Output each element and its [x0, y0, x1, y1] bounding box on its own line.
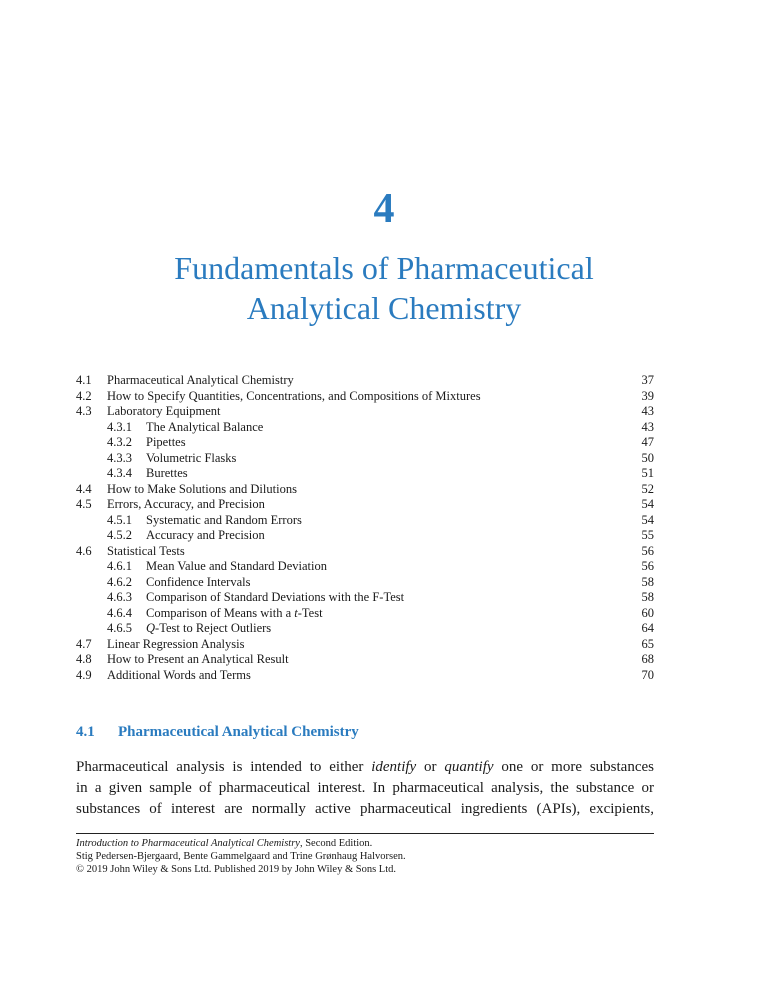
toc-number: 4.5.1 — [107, 512, 132, 527]
toc-title: Laboratory Equipment — [107, 404, 221, 418]
body-text: one or more substances — [493, 759, 654, 775]
toc-title: The Analytical Balance — [146, 419, 264, 434]
toc-number: 4.3.1 — [107, 419, 132, 434]
footer-book-line — [76, 837, 406, 850]
toc-number: 4.2 — [76, 388, 92, 403]
toc-item[interactable] — [76, 575, 654, 591]
toc-number: 4.5 — [76, 497, 92, 511]
section-number: 4.1 — [76, 724, 95, 740]
toc-item[interactable] — [76, 606, 654, 622]
toc-page: 47 — [641, 435, 654, 449]
toc-item[interactable] — [76, 544, 654, 560]
toc-number: 4.7 — [76, 636, 92, 651]
toc-item[interactable] — [76, 420, 654, 436]
toc-title: Errors, Accuracy, and Precision — [107, 497, 265, 511]
toc-title: Accuracy and Precision — [146, 528, 265, 542]
body-paragraph — [76, 757, 654, 820]
toc-number: 4.3.4 — [107, 466, 132, 480]
toc-item[interactable] — [76, 513, 654, 529]
toc-number: 4.3.2 — [107, 435, 132, 449]
toc-number: 4.8 — [76, 652, 92, 666]
toc-title-text: -Test to Reject Outliers — [155, 621, 272, 635]
section-title: Pharmaceutical Analytical Chemistry — [118, 724, 359, 740]
body-text: Pharmaceutical analysis is intended to either — [76, 759, 372, 775]
toc-page: 56 — [641, 543, 654, 558]
toc-page: 64 — [641, 621, 654, 635]
toc-item[interactable] — [76, 668, 654, 684]
toc-page: 50 — [641, 450, 654, 465]
chapter-title-line-2: Analytical Chemistry — [246, 290, 522, 326]
toc-title: Comparison of Standard Deviations with the F-Test — [146, 590, 405, 604]
toc-title: Systematic and Random Errors — [146, 512, 302, 527]
toc-title: Burettes — [146, 466, 188, 480]
toc-title: Additional Words and Terms — [107, 667, 251, 682]
body-line-2: in a given sample of pharmaceutical interest. In pharmaceutical analysis, the substance or — [76, 780, 654, 796]
toc-number: 4.5.2 — [107, 528, 132, 542]
toc-title — [146, 621, 271, 637]
chapter-number: 4 — [373, 186, 395, 232]
toc-title: Volumetric Flasks — [146, 450, 237, 465]
toc-item[interactable] — [76, 590, 654, 606]
toc-title: Pharmaceutical Analytical Chemistry — [107, 373, 294, 387]
toc-number: 4.6.3 — [107, 590, 132, 604]
toc-page: 52 — [641, 481, 654, 496]
toc-title: Linear Regression Analysis — [107, 636, 245, 651]
toc-item[interactable] — [76, 652, 654, 668]
toc-title — [146, 606, 323, 622]
toc-item[interactable] — [76, 435, 654, 451]
toc-page: 51 — [641, 466, 654, 480]
footer-copyright: © 2019 John Wiley & Sons Ltd. Published 2019 by John Wiley & Sons Ltd. — [76, 864, 397, 875]
body-emphasis: identify — [371, 759, 417, 775]
body-line-1 — [76, 757, 654, 778]
toc-number: 4.6.4 — [107, 605, 132, 620]
toc-item[interactable] — [76, 621, 654, 637]
toc-number: 4.3.3 — [107, 450, 132, 465]
toc-item[interactable] — [76, 497, 654, 513]
footer-book-title: Introduction to Pharmaceutical Analytical Chemistry — [76, 838, 300, 849]
toc-title: How to Make Solutions and Dilutions — [107, 481, 297, 496]
toc-page: 37 — [641, 373, 654, 387]
toc-title: Statistical Tests — [107, 543, 185, 558]
toc-item[interactable] — [76, 451, 654, 467]
toc-page: 43 — [641, 419, 654, 434]
toc-item[interactable] — [76, 637, 654, 653]
toc-title-text: -Test — [297, 605, 323, 620]
toc-number: 4.6.5 — [107, 621, 132, 635]
body-line-3: substances of interest are normally active pharmaceutical ingredients (APIs), excipients, — [76, 801, 654, 817]
toc-page: 60 — [641, 605, 654, 620]
toc-page: 54 — [641, 512, 654, 527]
toc-item[interactable] — [76, 482, 654, 498]
toc-item[interactable] — [76, 389, 654, 405]
toc-page: 58 — [641, 574, 654, 589]
toc-page: 56 — [641, 559, 654, 573]
toc-page: 39 — [641, 388, 654, 403]
toc-number: 4.6.2 — [107, 574, 132, 589]
toc-page: 58 — [641, 590, 654, 604]
toc-title-italic: t — [294, 605, 298, 620]
toc-title-italic: Q — [146, 621, 156, 635]
toc-title: How to Specify Quantities, Concentrations, and Compositions of Mixtures — [107, 388, 481, 403]
toc-page: 43 — [641, 404, 654, 418]
toc-number: 4.9 — [76, 667, 92, 682]
section-heading — [76, 724, 359, 741]
body-emphasis: quantify — [444, 759, 494, 775]
toc-page: 54 — [641, 497, 654, 511]
toc-number: 4.3 — [76, 404, 92, 418]
toc-title: How to Present an Analytical Result — [107, 652, 289, 666]
toc-page: 55 — [641, 528, 654, 542]
copyright-footer — [76, 837, 406, 876]
toc-item[interactable] — [76, 373, 654, 389]
toc-page: 68 — [641, 652, 654, 666]
footer-divider — [76, 833, 654, 834]
toc-item[interactable] — [76, 559, 654, 575]
chapter-title-line-1: Fundamentals of Pharmaceutical — [174, 250, 594, 286]
toc-item[interactable] — [76, 404, 654, 420]
table-of-contents — [76, 373, 654, 683]
toc-item[interactable] — [76, 528, 654, 544]
toc-number: 4.6.1 — [107, 559, 132, 573]
toc-title: Pipettes — [146, 435, 186, 449]
footer-authors: Stig Pedersen-Bjergaard, Bente Gammelgaard and Trine Grønhaug Halvorsen. — [76, 851, 406, 862]
toc-number: 4.4 — [76, 481, 92, 496]
toc-title: Mean Value and Standard Deviation — [146, 559, 327, 573]
body-text: or — [416, 759, 445, 775]
toc-item[interactable] — [76, 466, 654, 482]
chapter-title — [0, 248, 768, 328]
toc-page: 70 — [641, 667, 654, 682]
footer-edition: , Second Edition. — [299, 838, 373, 849]
toc-number: 4.1 — [76, 373, 92, 387]
toc-title-text: Comparison of Means with a — [146, 605, 295, 620]
toc-page: 65 — [641, 636, 654, 651]
toc-title: Confidence Intervals — [146, 574, 251, 589]
toc-number: 4.6 — [76, 543, 92, 558]
